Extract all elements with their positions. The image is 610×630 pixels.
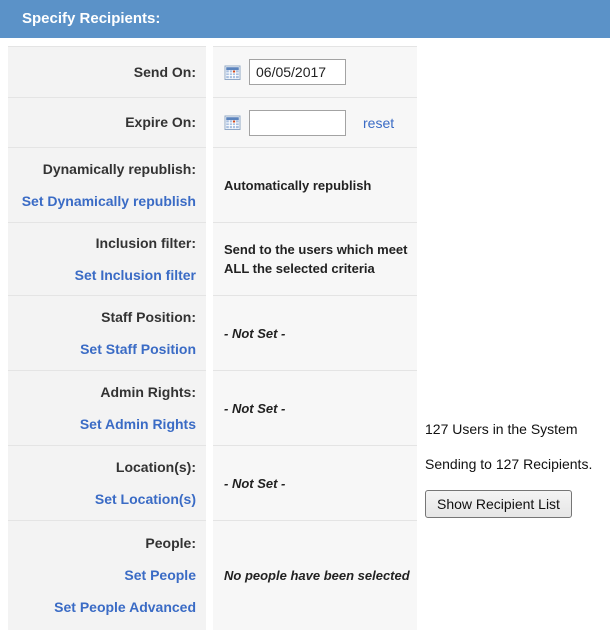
recipient-summary-panel [425,420,600,518]
form-row-send-on [8,46,417,97]
form-row-people [8,520,417,630]
admin-rights-label: Admin Rights: [100,383,196,400]
inclusion-filter-label: Inclusion filter: [95,234,196,251]
set-people-link[interactable]: Set People [124,567,196,583]
form-row-dynamically-republish [8,147,417,222]
set-locations-link[interactable]: Set Location(s) [94,490,196,507]
form-row-expire-on [8,97,417,147]
locations-value: - Not Set - [224,475,286,491]
calendar-icon[interactable] [224,114,241,131]
show-recipient-list-button[interactable]: Show Recipient List [425,490,572,518]
form-row-inclusion-filter [8,222,417,295]
form-row-staff-position [8,295,417,370]
people-value: No people have been selected [224,568,410,583]
sending-to-recipients-text: Sending to 127 Recipients. [425,456,593,472]
dynamically-republish-value: Automatically republish [224,177,372,193]
send-on-label: Send On: [133,63,196,80]
specify-recipients-form [8,46,417,630]
dynamically-republish-label: Dynamically republish: [42,160,196,177]
form-row-locations [8,445,417,520]
set-inclusion-filter-link[interactable]: Set Inclusion filter [74,266,196,283]
users-in-system-text: 127 Users in the System [425,421,578,437]
set-admin-rights-link[interactable]: Set Admin Rights [79,415,196,432]
staff-position-label: Staff Position: [101,308,196,325]
staff-position-value: - Not Set - [224,325,286,341]
reset-link[interactable]: reset [363,114,395,131]
set-staff-position-link[interactable]: Set Staff Position [80,340,196,357]
send-on-input[interactable] [249,59,346,85]
page-title: Specify Recipients: [0,0,610,38]
form-row-admin-rights [8,370,417,445]
set-dynamically-republish-link[interactable]: Set Dynamically republish [21,192,196,209]
expire-on-label: Expire On: [125,114,196,130]
calendar-icon[interactable] [224,64,241,81]
admin-rights-value: - Not Set - [224,400,286,416]
inclusion-filter-value: Send to the users which meet ALL the selected criteria [224,242,408,276]
people-label: People: [145,535,196,551]
expire-on-input[interactable] [249,110,346,136]
set-people-advanced-link[interactable]: Set People Advanced [54,599,196,615]
locations-label: Location(s): [115,458,196,475]
